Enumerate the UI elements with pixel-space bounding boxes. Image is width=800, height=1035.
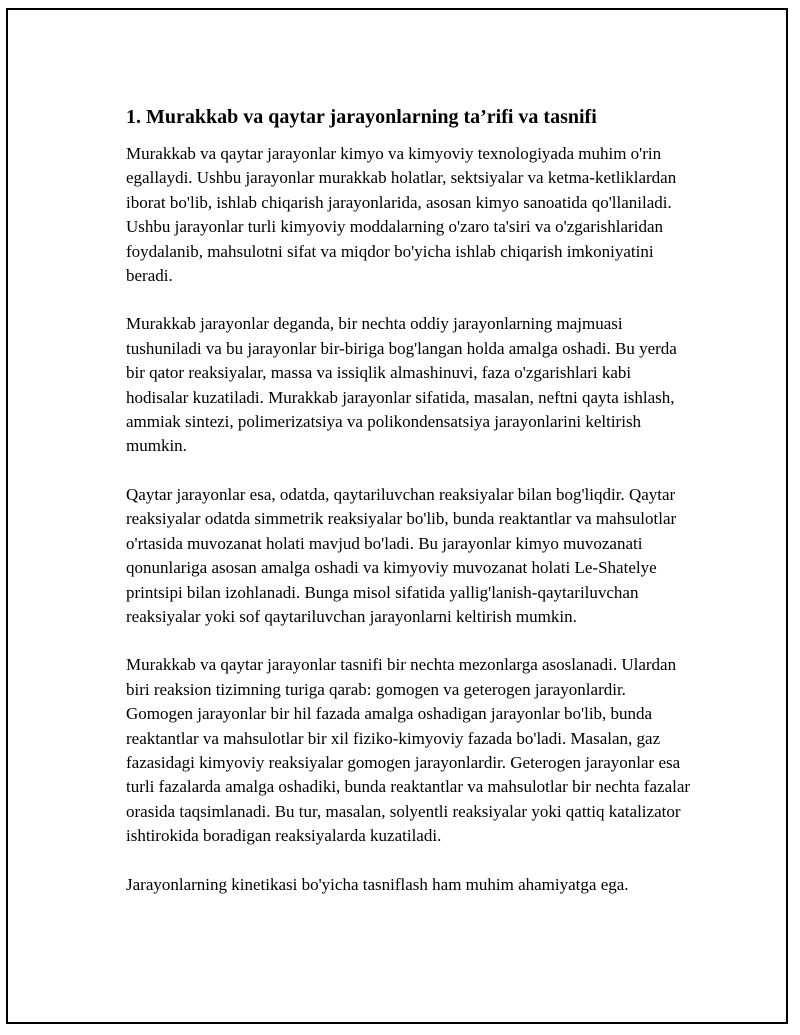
page-frame (6, 8, 788, 1024)
paragraph-3: Qaytar jarayonlar esa, odatda, qaytariluvchan reaksiyalar bilan bog'liqdir. Qaytar reaksiyalar odatda simmetrik reaksiyalar bo'lib, bunda reaktantlar va mahsulotlar o'rtasida muvozanat holati mavjud bo'ladi. Bu jarayonlar kimyo muvozanati qonunlariga asosan amalga oshadi va kimyoviy muvozanat holati Le-Shatelye printsipi bilan izohlanadi. Bunga misol sifatida yallig'lanish-qaytariluvchan reaksiyalar yoki sof qaytariluvchan jarayonlarni keltirish mumkin. (126, 484, 677, 626)
section-heading: 1. Murakkab va qaytar jarayonlarning ta’rifi va tasnifi (126, 106, 597, 128)
paragraph-2: Murakkab jarayonlar deganda, bir nechta oddiy jarayonlarning majmuasi tushuniladi va bu jarayonlar bir-biriga bog'langan holda amalga oshadi. Bu yerda bir qator reaksiyalar, massa va issiqlik almashinuvi, faza o'zgarishlari kabi hodisalar kuzatiladi. Murakkab jarayonlar sifatida, masalan, neftni qayta ishlash, ammiak sintezi, polimerizatsiya va polikondensatsiya jarayonlarini keltirish mumkin. (126, 314, 677, 456)
document-body (126, 104, 696, 921)
paragraph-4: Murakkab va qaytar jarayonlar tasnifi bir nechta mezonlarga asoslanadi. Ulardan biri reaksion tizimning turiga qarab: gomogen va geterogen jarayonlardir. Gomogen jarayonlar bir hil fazada amalga oshadigan jarayonlar bo'lib, bunda reaktantlar va mahsulotlar bir xil fiziko-kimyoviy fazada bo'ladi. Masalan, gaz fazasidagi kimyoviy reaksiyalar gomogen jarayonlardir. Geterogen jarayonlar esa turli fazalarda amalga oshadiki, bunda reaktantlar va mahsulotlar bir nechta fazalar orasida taqsimlanadi. Bu tur, masalan, solyentli reaksiyalar yoki qattiq katalizator ishtirokida boradigan reaksiyalarda kuzatiladi. (126, 655, 691, 846)
paragraph-1: Murakkab va qaytar jarayonlar kimyo va kimyoviy texnologiyada muhim o'rin egallaydi. Ushbu jarayonlar murakkab holatlar, sektsiyalar va ketma-ketliklardan iborat bo'lib, ishlab chiqarish jarayonlarida, asosan kimyo sanoatida qo'llaniladi. Ushbu jarayonlar turli kimyoviy moddalarning o'zaro ta'siri va o'zgarishlaridan foydalanib, mahsulotni sifat va miqdor bo'yicha ishlab chiqarish imkoniyatini beradi. (126, 144, 677, 286)
paragraph-5: Jarayonlarning kinetikasi bo'yicha tasniflash ham muhim ahamiyatga ega. (126, 874, 629, 894)
